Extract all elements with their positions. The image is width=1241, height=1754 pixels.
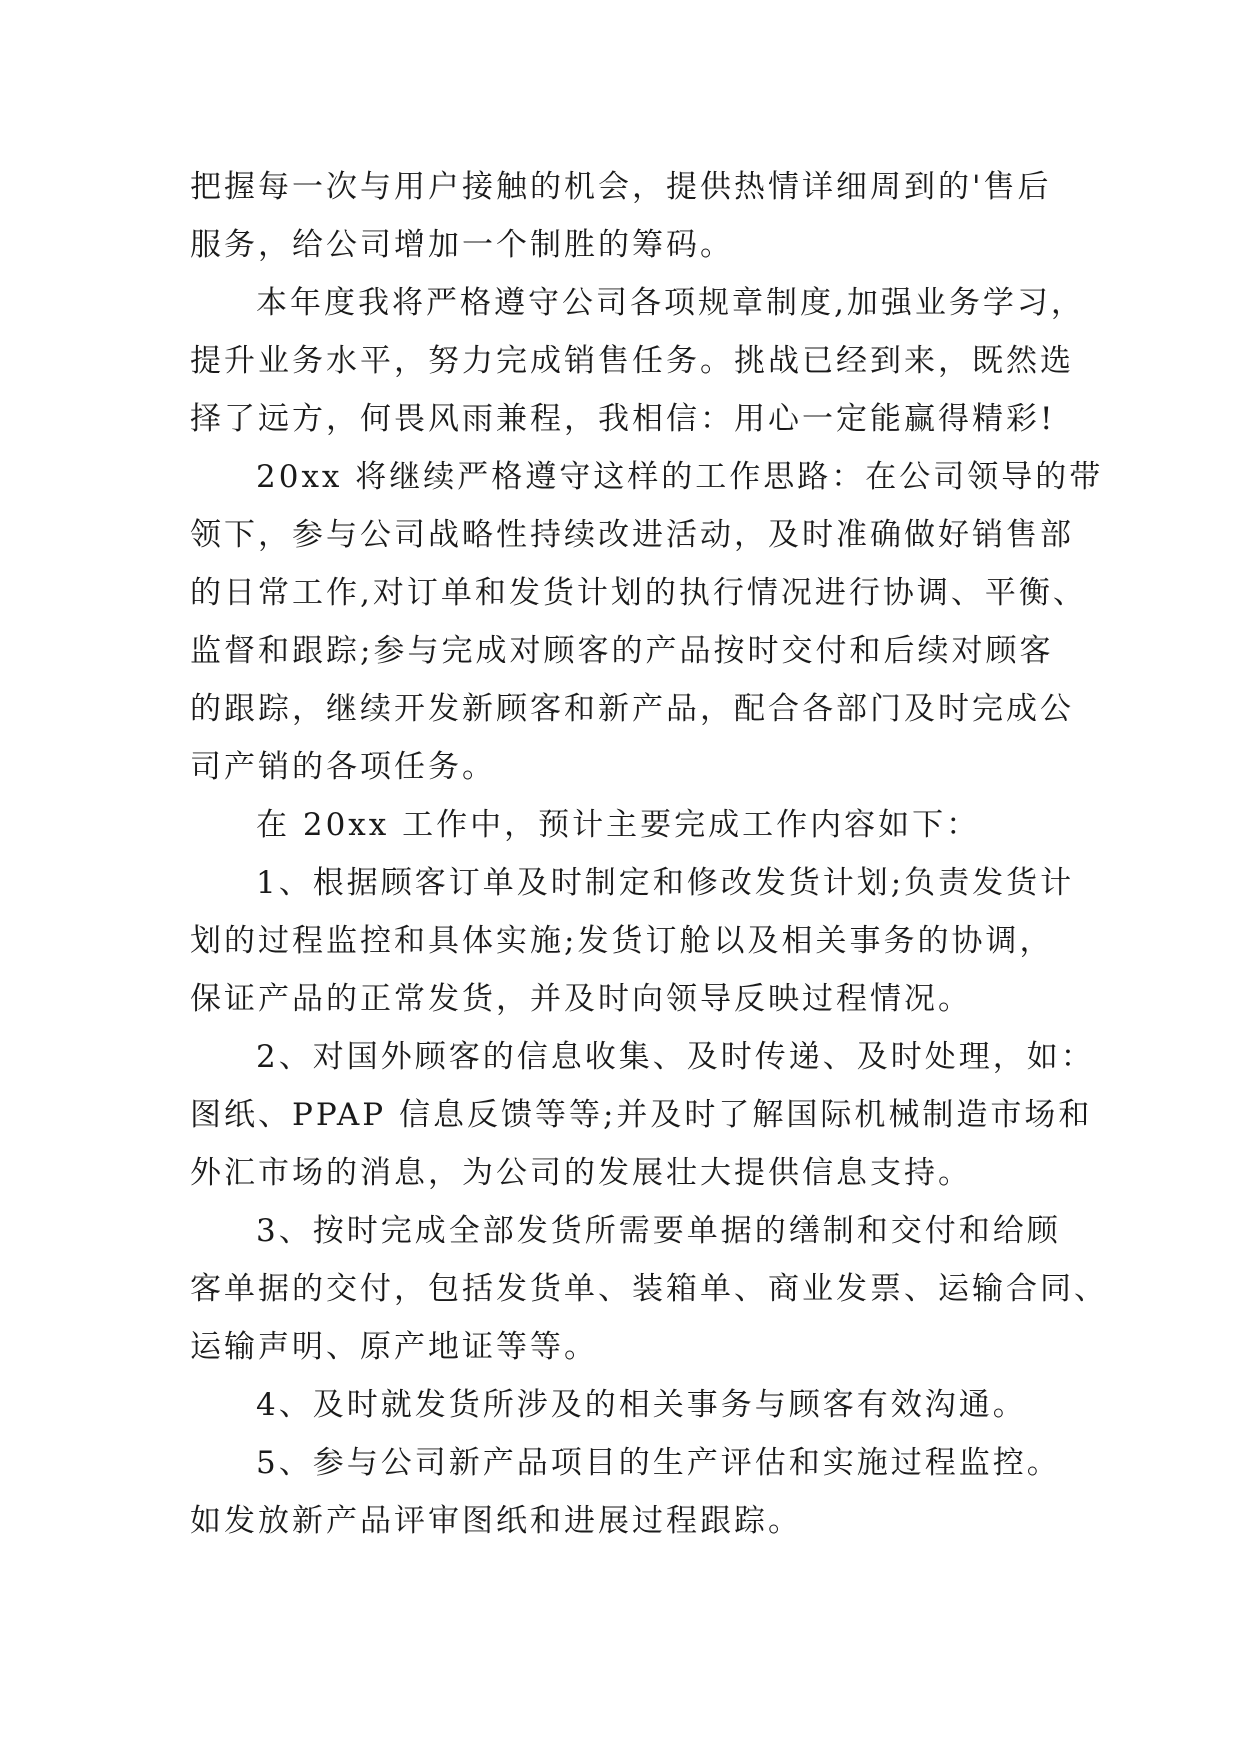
text-line: 外汇市场的消息，为公司的发展壮大提供信息支持。 <box>190 1155 972 1191</box>
text-line: 择了远方，何畏风雨兼程，我相信：用心一定能赢得精彩! <box>190 401 1056 437</box>
text-line: 本年度我将严格遵守公司各项规章制度,加强业务学习， <box>256 285 1085 321</box>
text-line: 图纸、PPAP 信息反馈等等;并及时了解国际机械制造市场和 <box>190 1097 1093 1133</box>
text-line: 如发放新产品评审图纸和进展过程跟踪。 <box>190 1503 802 1539</box>
text-line: 在 20xx 工作中，预计主要完成工作内容如下： <box>256 807 981 843</box>
text-line: 客单据的交付，包括发货单、装箱单、商业发票、运输合同、 <box>190 1271 1108 1307</box>
text-line: 5、参与公司新产品项目的生产评估和实施过程监控。 <box>256 1445 1061 1481</box>
text-line: 司产销的各项任务。 <box>190 749 496 785</box>
text-line: 领下，参与公司战略性持续改进活动，及时准确做好销售部 <box>190 517 1074 553</box>
text-line: 划的过程监控和具体实施;发货订舱以及相关事务的协调， <box>190 923 1054 959</box>
text-line: 4、及时就发货所涉及的相关事务与顾客有效沟通。 <box>256 1387 1027 1423</box>
text-line: 监督和跟踪;参与完成对顾客的产品按时交付和后续对顾客 <box>190 633 1054 669</box>
text-line: 2、对国外顾客的信息收集、及时传递、及时处理，如： <box>256 1039 1095 1075</box>
text-line: 运输声明、原产地证等等。 <box>190 1329 598 1365</box>
text-line: 1、根据顾客订单及时制定和修改发货计划;负责发货计 <box>256 865 1075 901</box>
text-line: 提升业务水平，努力完成销售任务。挑战已经到来，既然选 <box>190 343 1074 379</box>
text-line: 服务，给公司增加一个制胜的筹码。 <box>190 227 734 263</box>
text-line: 保证产品的正常发货，并及时向领导反映过程情况。 <box>190 981 972 1017</box>
text-line: 3、按时完成全部发货所需要单据的缮制和交付和给顾 <box>256 1213 1061 1249</box>
text-line: 的日常工作,对订单和发货计划的执行情况进行协调、平衡、 <box>190 575 1087 611</box>
text-line: 20xx 将继续严格遵守这样的工作思路：在公司领导的带 <box>256 459 1104 495</box>
text-line: 的跟踪，继续开发新顾客和新产品，配合各部门及时完成公 <box>190 691 1074 727</box>
document-body <box>190 158 1108 1550</box>
text-line: 把握每一次与用户接触的机会，提供热情详细周到的'售后 <box>190 169 1052 205</box>
